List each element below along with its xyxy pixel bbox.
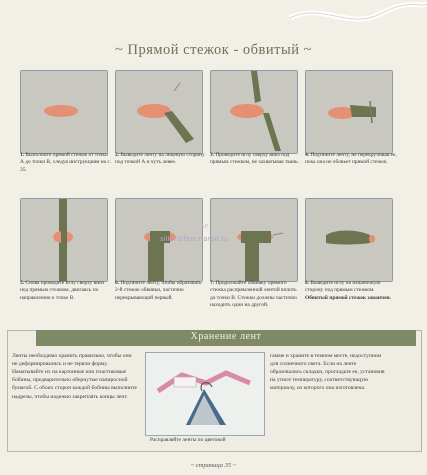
step-number: 5. [20,280,25,286]
step-caption-4 [305,152,397,167]
page-footer: ~ страница 35 ~ [190,462,237,469]
step-photo-1 [20,70,108,154]
step-photo-4 [305,70,393,154]
step-photo-2 [115,70,203,154]
step-caption-2 [115,152,207,167]
step-number: 4. [305,152,310,158]
step-caption-6 [115,280,207,302]
illustration-caption: Расправляйте ленты по цветовой [150,437,226,443]
step-text: Снова проведите иглу сверху вниз под прямым стежком, двигаясь по направлению к точке В. [20,280,105,301]
step-number: 1. [20,152,25,158]
storage-illustration [145,352,265,436]
step-text: Выведите ленту на лицевую сторону под точкой А и чуть левее. [115,152,205,166]
step-text: Проведите иглу сверху вниз под прямым стежком, не захватывая ткань. [210,152,299,166]
step-photo-5 [20,198,108,282]
step-text: Продолжайте обвивку прямого стежка распрямленной лентой вплоть до точки В. Стежки должны частично находить один на другой. [210,280,297,308]
step-caption-7 [210,280,302,309]
step-number: 6. [115,280,120,286]
step-caption-5 [20,280,112,302]
step-text: Выполните прямой стежок от точки А до точки В, следуя инструкциям на с. 35. [20,152,112,173]
step-text: Подтяните ленту, чтобы образовать 2-й стежок обвивки, частично перекрывающий первый. [115,280,202,301]
watermark-line2: silk-ribbon.narod.ru [160,235,229,243]
step-caption-1 [20,152,112,174]
step-text: Подтяните ленту, не перекручивая ее, пока она не обовьет прямой стежок. [305,152,397,166]
step-text: Выведите иглу на изнаночную сторону под прямым стежком. [305,280,381,294]
storage-text-col3: гамме и храните в темном месте, недоступном для солнечного света. Если на ленте образовались складки, прогладьте ее, установив на утюге температуру, соответствующую материалу, из которого она изготовлена. [270,353,385,392]
step-photo-3 [210,70,298,154]
storage-heading: Хранение лент [190,331,262,342]
step-photo-8 [305,198,393,282]
step-final-note: Обвитый прямой стежок закончен. [305,294,391,301]
watermark-line1: for personal use only [152,222,226,230]
step-number: 2. [115,152,120,158]
step-caption-3 [210,152,302,167]
step-number: 8. [305,280,310,286]
step-number: 3. [210,152,215,158]
page-title: ~ Прямой стежок - обвитый ~ [115,42,312,58]
step-caption-8 [305,280,397,302]
step-number: 7. [210,280,215,286]
storage-text-col1: Ленты необходимо хранить правильно, чтобы они не деформировались и не теряли форму. Наматывайте их на картонные или пластиковые бобины, предварительно обернутые папиросной бумагой. С обоих сторон каждой бобины выполните надрезы, чтобы надежно закреплять концы лент. [12,353,137,400]
